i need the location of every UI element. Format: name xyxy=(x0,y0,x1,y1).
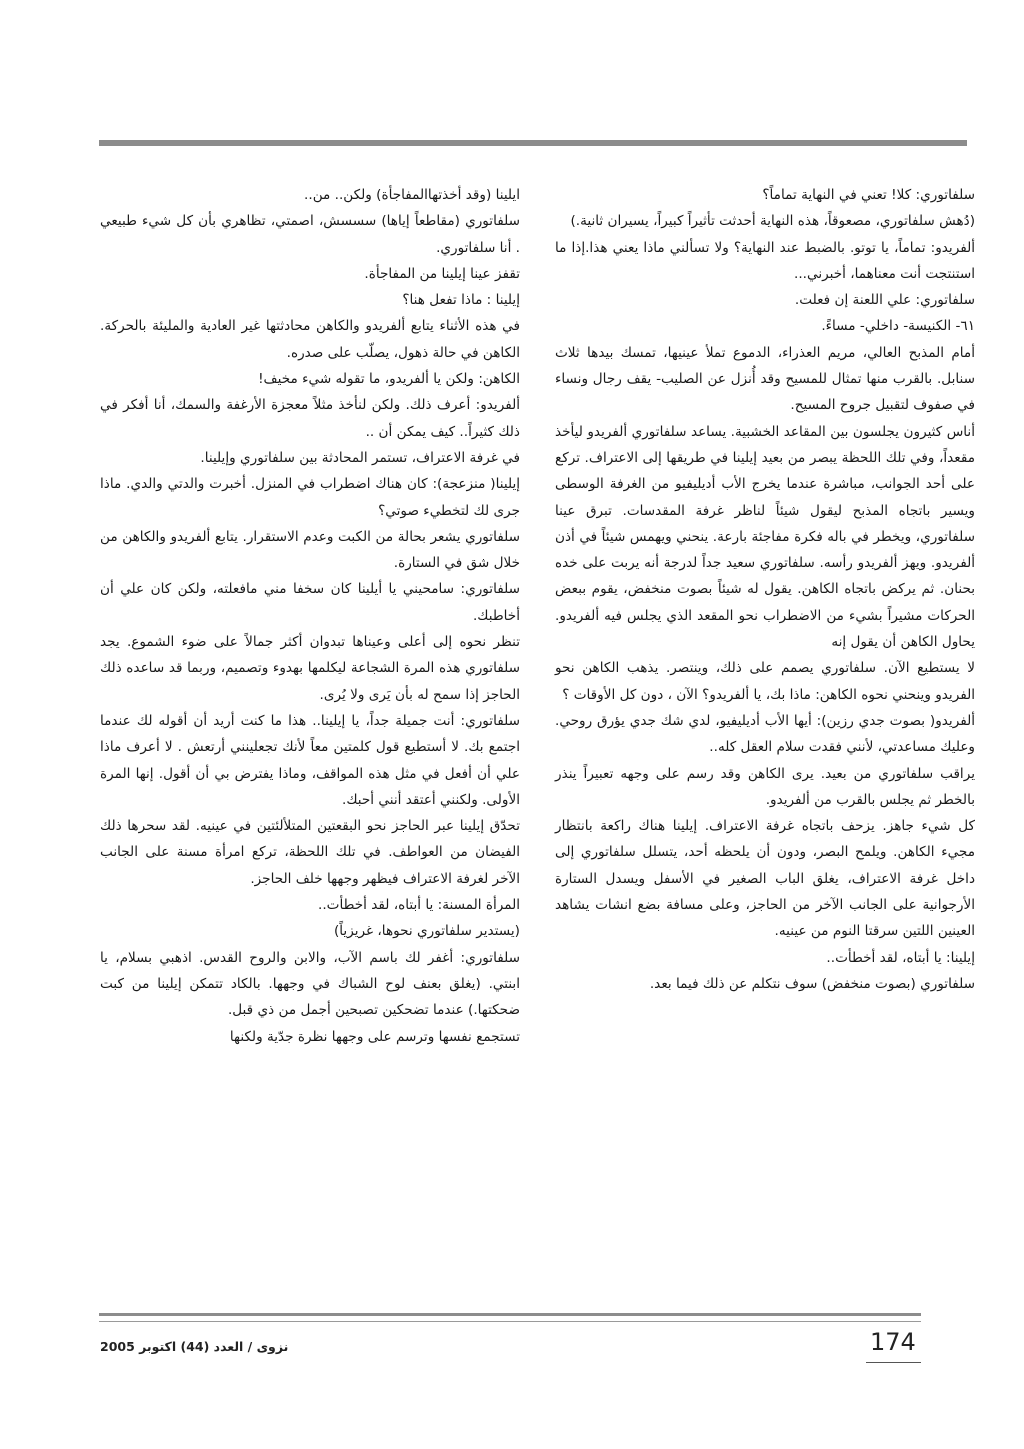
paragraph: تستجمع نفسها وترسم على وجهها نظرة جدّية ولكنها xyxy=(229,1028,520,1045)
paragraph: ألفريدو( بصوت جدي رزين): أيها الأب أديليفيو، لدي شك جدي يؤرق روحي. وعليك مساعدتي، لأنني فقدت سلام العقل كله.. xyxy=(555,712,975,756)
paragraph: سلفاتوري يشعر بحالة من الكبت وعدم الاستقرار. يتابع ألفريدو والكاهن من خلال شق في الستارة. xyxy=(100,528,520,572)
left-text-column xyxy=(100,182,520,1050)
paragraph: كل شيء جاهز. يزحف باتجاه غرفة الاعتراف. إيلينا هناك راكعة بانتظار مجيء الكاهن. ويلمح البصر، ودون أن يلحظه أحد، يتسلل سلفاتوري إلى داخل غرفة الاعتراف، يغلق الباب الصغير في الأسفل ويسدل الستارة الأرجوانية على الجانب الآخر من الحاجز، وعلى مسافة بضع انشات يشاهد العينين اللتين سرقتا النوم من عينيه. xyxy=(555,818,975,940)
page-number: 174 xyxy=(870,1328,916,1356)
paragraph: إيلينا : ماذا تفعل هنا؟ xyxy=(402,292,520,309)
paragraph: سلفاتوري (بصوت منخفض) سوف نتكلم عن ذلك فيما بعد. xyxy=(649,975,975,992)
paragraph: أمام المذبح العالي، مريم العذراء، الدموع تملأ عينيها، تمسك بيدها ثلاث سنابل. بالقرب منها تمثال للمسيح وقد أُنزل عن الصليب- يقف رجال ونساء في صفوف لتقبيل جروح المسيح. xyxy=(555,344,975,414)
paragraph: في غرفة الاعتراف، تستمر المحادثة بين سلفاتوري وإيلينا. xyxy=(200,449,520,466)
page-number-underline xyxy=(866,1362,921,1363)
paragraph: تقفز عينا إيلينا من المفاجأة. xyxy=(364,265,520,282)
paragraph: (دُهش سلفاتوري، مصعوقاً، هذه النهاية أحدثت تأثيراً كبيراً، يسيران ثانية.) xyxy=(570,213,975,230)
paragraph: في هذه الأثناء يتابع ألفريدو والكاهن محادثتها غير العادية والمليئة بالحركة. الكاهن في حالة ذهول، يصلّب على صدره. xyxy=(100,318,520,361)
paragraph: لا يستطيع الآن. سلفاتوري يصمم على ذلك، وينتصر. يذهب الكاهن نحو الفريدو وينحني نحوه الكاهن: ماذا بك، يا ألفريدو؟ الآن ، دون كل الأوقات ؟ xyxy=(555,660,975,703)
paragraph: سلفاتوري (مقاطعاً إياها) سسسش، اصمتي، تظاهري بأن كل شيء طبيعي . أنا سلفاتوري. xyxy=(100,213,520,256)
paragraph: إيلينا: يا أبتاه، لقد أخطأت.. xyxy=(826,949,975,966)
paragraph: تنظر نحوه إلى أعلى وعيناها تبدوان أكثر جمالاً على ضوء الشموع. يجد سلفاتوري هذه المرة الشجاعة ليكلمها بهدوء وتصميم، وربما قد ساعده ذلك الحاجز إذا سمح له بأن يَرى ولا يُرى. xyxy=(100,634,520,703)
paragraph: سلفاتوري: أغفر لك باسم الآب، والابن والروح القدس. اذهبي بسلام، يا ابنتي. (يغلق بعنف لوح الشباك في وجهها. بالكاد تتمكن إيلينا من كبت ضحكتها.) عندما تضحكين تصبحين أجمل من ذي قبل. xyxy=(100,949,520,1019)
paragraph: ألفريدو: تماماً، يا توتو. بالضبط عند النهاية؟ ولا تسألني ماذا يعني هذا.إذا ما استنتجت أنت معناهما، أخبرني... xyxy=(555,239,975,282)
paragraph: يراقب سلفاتوري من بعيد. يرى الكاهن وقد رسم على وجهه تعبيراً ينذر بالخطر ثم يجلس بالقرب من ألفريدو. xyxy=(555,765,975,808)
paragraph: المرأة المسنة: يا أبتاه، لقد أخطأت.. xyxy=(318,897,520,914)
paragraph: إيلينا( منزعجة): كان هناك اضطراب في المنزل. أخبرت والدتي والدي. ماذا جرى لك لتخطيء صوتي؟ xyxy=(100,476,520,519)
paragraph: سلفاتوري: سامحيني يا أيلينا كان سخفا مني مافعلته، ولكن كان علي أن أخاطبك. xyxy=(100,581,520,624)
paragraph: ايلينا (وقد أخذتهاالمفاجأة) ولكن.. من.. xyxy=(304,187,520,203)
footer-rule xyxy=(99,1313,921,1316)
paragraph: الكاهن: ولكن يا ألفريدو، ما تقوله شيء مخيف! xyxy=(258,371,520,388)
footer-rule-thin xyxy=(99,1321,921,1322)
paragraph: تحدّق إيلينا عبر الحاجز نحو البقعتين المتلألئتين في عينيه. لقد سحرها ذلك الفيضان من العواطف. في تلك اللحظة، تركع امرأة مسنة على الجانب الآخر لغرفة الاعتراف فيظهر وجهها خلف الحاجز. xyxy=(100,818,520,887)
paragraph: أناس كثيرون يجلسون بين المقاعد الخشبية. يساعد سلفاتوري ألفريدو ليأخذ مقعداً، وفي تلك اللحظة يبصر من بعيد إيلينا في طريقها إلى الاعتراف. تركع على أحد الجوانب، مباشرة عندما يخرج الأب أديليفيو من الغرفة الوسطى ويسير باتجاه المذبح ليقول شيئاً لناظر غرفة المقدسات. تبرق عينا سلفاتوري، ويخطر في باله فكرة مفاجئة بارعة. ينحني ويهمس شيئاً في أذن ألفريدو. ويهز ألفريدو رأسه. سلفاتوري سعيد جداً لدرجة أنه يربت على خده بحنان. ثم يركض باتجاه الكاهن. يقول له شيئاً بصوت منخفض، يقوم ببعض الحركات مشيراً بشيء من الاضطراب نحو المقعد الذي يجلس فيه ألفريدو. يحاول الكاهن أن يقول إنه xyxy=(555,423,975,651)
paragraph: ألفريدو: أعرف ذلك. ولكن لنأخذ مثلاً معجزة الأرغفة والسمك، أنا أفكر في ذلك كثيراً.. كيف يمكن أن .. xyxy=(100,397,520,440)
journal-issue-info: نزوى / العدد (44) اكتوبر 2005 xyxy=(100,1339,289,1354)
paragraph: سلفاتوري: علي اللعنة إن فعلت. xyxy=(794,292,975,309)
scene-heading: ٦١- الكنيسة- داخلي- مساءً. xyxy=(821,318,975,335)
right-text-column xyxy=(555,182,975,997)
paragraph: (يستدير سلفاتوري نحوها، غريزياً) xyxy=(333,923,520,940)
paragraph: سلفاتوري: كلا! تعني في النهاية تماماً؟ xyxy=(762,187,975,203)
top-rule xyxy=(99,140,967,146)
paragraph: سلفاتوري: أنت جميلة جداً، يا إيلينا.. هذا ما كنت أريد أن أقوله لك عندما اجتمع بك. لا أستطيع قول كلمتين معاً لأنك تجعلينني أرتعش . لا أعرف ماذا علي أن أفعل في مثل هذه المواقف، وماذا يفترض بي أن أقول. إنها المرة الأولى. ولكنني أعتقد أنني أحبك. xyxy=(100,712,520,808)
